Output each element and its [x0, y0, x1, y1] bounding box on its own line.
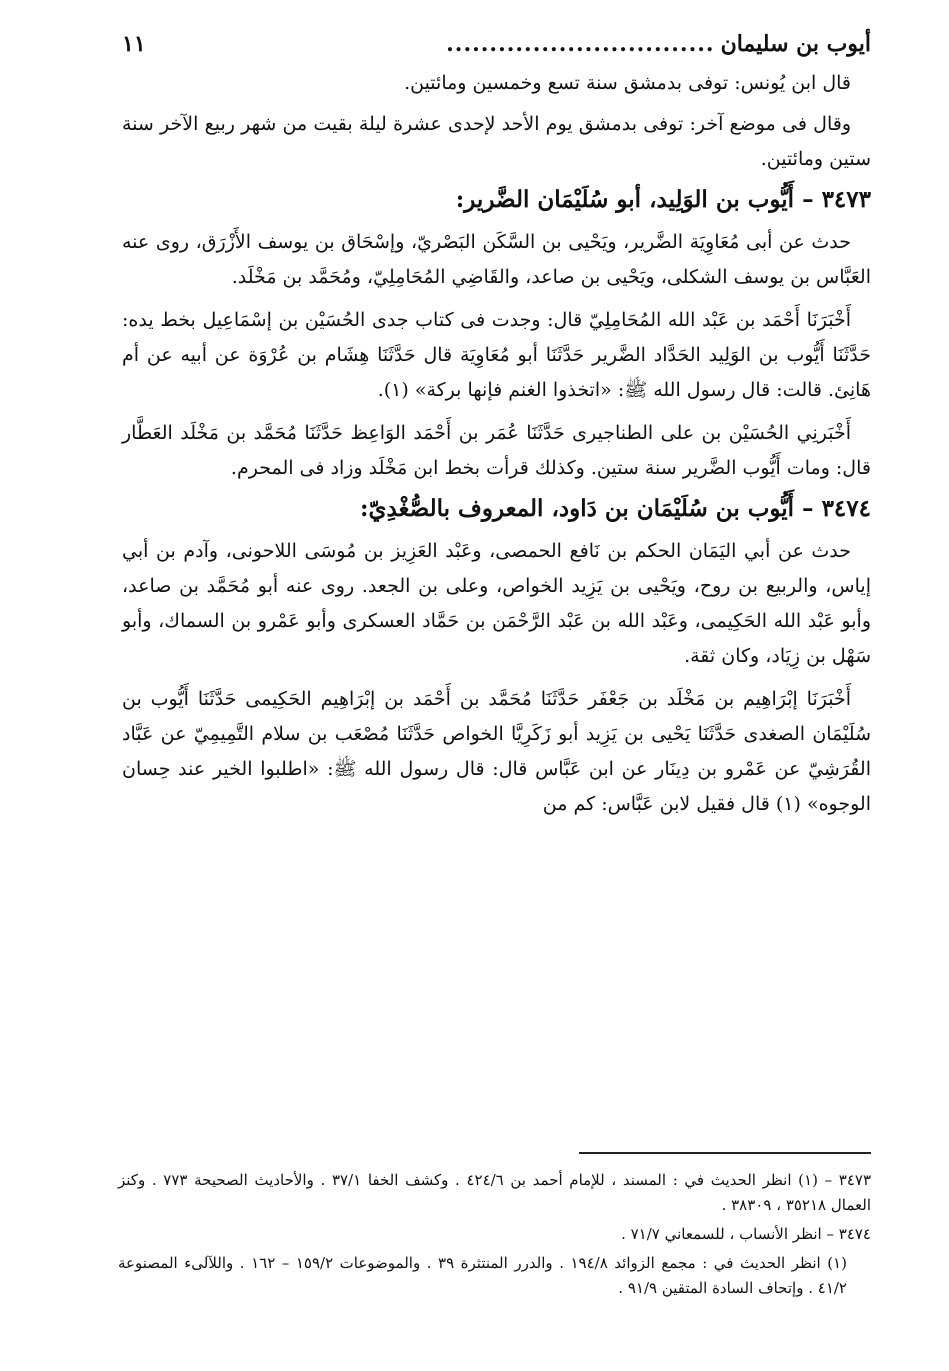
footnote-3474-ansab: ٣٤٧٤ – انظر الأنساب ، للسمعاني ٧١/٧ . [621, 1225, 871, 1243]
paragraph-text: حدث عن أبي اليَمَان الحكم بن نَافع الحمصى، وعَبْد العَزِيز بن مُوسَى اللاحونى، وآدم بن أبي إياس، والربيع بن روح، ويَحْيى بن يَزِيد الخواص، وعلى بن الجعد. روى عنه أبو مُحَمَّد بن صاعد، وأبو عَبْد الله الحَكِيمى، وعَبْد الله بن عَبْد الرَّحْمَن بن حَمَّاد العسكرى وأبو عَمْرو بن السماك، وأبو سَهْل بن زِيَاد، وكان ثقة. [122, 540, 871, 667]
paragraph-text: قال ابن يُونس: توفى بدمشق سنة تسع وخمسين ومائتين. [404, 72, 851, 94]
header-leader-dots: ............................... [446, 31, 715, 57]
page-number: ١١ [122, 31, 146, 57]
paragraph-text: أَخْبَرَنَا إبْرَاهِيم بن مَخْلَد بن جَعْفَر حَدَّثَنَا مُحَمَّد بن أَحْمَد بن إبْرَاهِيم الحَكِيمى حَدَّثَنَا أَيُّوب بن سُلَيْمَان الصغدى حَدَّثَنَا يَحْيى بن يَزِيد أبو زَكَرِيَّا الخواص حَدَّثَنَا مُصْعَب بن سلام التَّمِيمِيّ عن عَبَّاد القُرَشِيّ عن عَمْرو بن دِينَار عن ابن عَبَّاس قال: قال رسول الله ﷺ: «اطلبوا الخير عند حِسان الوجوه» (١) قال فقيل لابن عَبَّاس: كم من [122, 688, 871, 815]
entry-3474-paragraph [122, 534, 871, 674]
entry-3474-paragraph [122, 682, 871, 822]
entry-3473-paragraph [122, 303, 871, 408]
paragraph-other-place [122, 107, 871, 177]
paragraph-text: أَخْبَرَنَا أَحْمَد بن عَبْد الله المُحَامِلِيّ قال: وجدت فى كتاب جدى الحُسَيْن بن إسْمَاعِيل بخط يده: حَدَّثَنَا أَيُّوب بن الوَلِيد الحَدَّاد الضَّرير حَدَّثَنَا أبو مُعَاوِيَة قال حَدَّثَنَا هِشَام بن عُرْوَة عن أبيه عن أم هَانِئ. قالت: قال رسول الله ﷺ: «اتخذوا الغنم فإنها بركة» (١). [122, 309, 871, 401]
entry-heading-3473: ٣٤٧٣ – أَيُّوب بن الوَلِيد، أبو سُلَيْمَان الضَّرير: [455, 186, 871, 213]
paragraph-ibn-yunus [122, 66, 871, 101]
entry-3473-paragraph [122, 416, 871, 486]
entry-3473-paragraph [122, 225, 871, 295]
footnote-separator [579, 1152, 871, 1154]
footnote-3473: ٣٤٧٣ – (١) انظر الحديث في : المسند ، للإمام أحمد بن ٤٢٤/٦ . وكشف الخفا ٣٧/١ . والأحاديث الصحيحة ٧٧٣ . وكنز العمال ٣٥٢١٨ ، ٣٨٣٠٩ . [118, 1171, 872, 1214]
paragraph-text: حدث عن أبى مُعَاوِيَة الضَّرير، ويَحْيى بن السَّكَن البَصْريّ، وإسْحَاق بن يوسف الأَزْرَق، روى عنه العَبَّاس بن يوسف الشكلى، ويَحْيى بن صاعد، والقَاضِي المُحَامِلِيّ، ومُحَمَّد بن مَخْلَد. [122, 231, 871, 288]
header-title: أيوب بن سليمان [720, 31, 871, 57]
footnotes [118, 1168, 871, 1305]
running-header [122, 24, 871, 66]
footnote-3474-hadith: (١) انظر الحديث في : مجمع الزوائد ١٩٤/٨ . والدرر المنتثرة ٣٩ . والموضوعات ١٥٩/٢ – ١٦٢ . واللآلىء المصنوعة ٤١/٢ . وإتحاف السادة المتقين ٩١/٩ . [118, 1254, 847, 1297]
entry-heading-3474: ٣٤٧٤ – أَيُّوب بن سُلَيْمَان بن دَاود، المعروف بالصُّغْدِيّ: [359, 495, 871, 522]
paragraph-text: وقال فى موضع آخر: توفى بدمشق يوم الأحد لإحدى عشرة ليلة بقيت من شهر ربيع الآخر سنة ستين ومائتين. [122, 113, 871, 170]
paragraph-text: أَخْبَرنِي الحُسَيْن بن على الطناجيرى حَدَّثَنَا عُمَر بن أَحْمَد الوَاعِظ حَدَّثَنَا مُحَمَّد بن مَخْلَد العَطَّار قال: ومات أَيُّوب الضَّرير سنة ستين. وكذلك قرأت بخط ابن مَخْلَد وزاد فى المحرم. [122, 422, 871, 479]
